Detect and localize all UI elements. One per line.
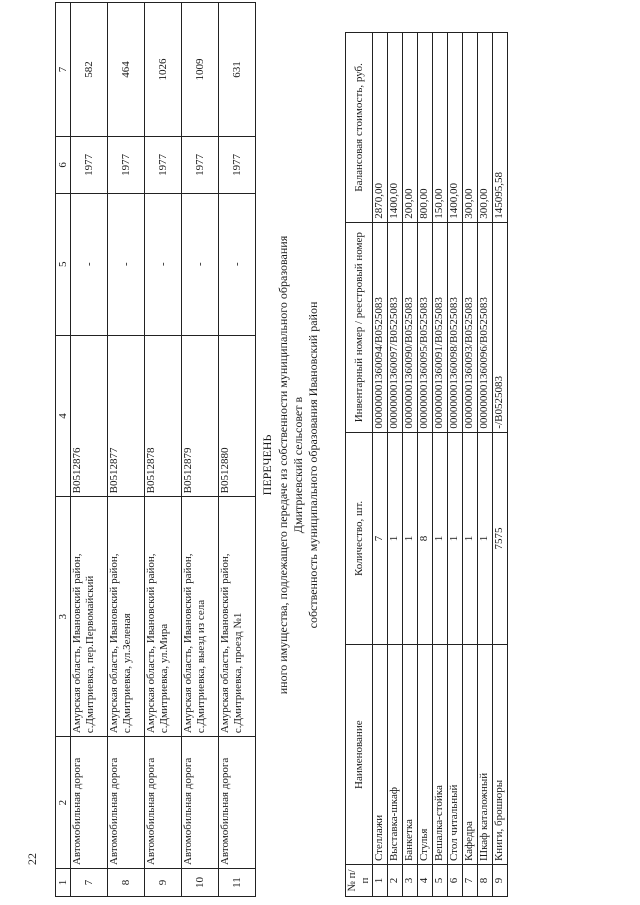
item-cost: 145095,58 [493, 33, 508, 223]
item-name: Шкаф каталожный [478, 645, 493, 865]
item-inventory-number: 000000001360098/В0525083 [448, 222, 463, 432]
subtitle-line: собственность муниципального образования Ивановский район [306, 301, 320, 629]
row-number: 4 [418, 865, 433, 897]
item-inventory-number: 000000001360094/В0525083 [373, 222, 388, 432]
item-cost: 200,00 [403, 33, 418, 223]
year-value: 1977 [182, 136, 219, 193]
item-inventory-number: 000000001360096/В0525083 [478, 222, 493, 432]
item-quantity: 8 [418, 432, 433, 645]
registry-code: В0512878 [145, 335, 182, 497]
page-number: 22 [25, 853, 39, 865]
item-quantity: 7 [373, 432, 388, 645]
registry-code: В0512877 [108, 335, 145, 497]
column-number: 4 [56, 335, 71, 497]
item-quantity: 1 [388, 432, 403, 645]
row-number: 2 [388, 865, 403, 897]
header-balance-cost: Балансовая стоимость, руб. [346, 33, 373, 223]
object-address: Амурская область, Ивановский район, с.Дмитриевка, ул.Зеленая [108, 497, 145, 737]
year-value: 1977 [145, 136, 182, 193]
object-name: Автомобильная дорога [145, 737, 182, 869]
row-number: 9 [493, 865, 508, 897]
column-5-value: - [182, 193, 219, 335]
table-row [493, 33, 508, 897]
column-number: 1 [56, 869, 71, 897]
table-row [219, 3, 256, 897]
object-name: Автомобильная дорога [219, 737, 256, 869]
document-subtitle [276, 205, 321, 725]
header-number: № п/п [346, 865, 373, 897]
row-number: 8 [478, 865, 493, 897]
column-5-value: - [145, 193, 182, 335]
item-name: Стеллажи [373, 645, 388, 865]
table-row [433, 33, 448, 897]
column-number: 6 [56, 136, 71, 193]
column-5-value: - [71, 193, 108, 335]
year-value: 1977 [219, 136, 256, 193]
object-address: Амурская область, Ивановский район, с.Дмитриевка, выезд из села [182, 497, 219, 737]
column-number: 3 [56, 497, 71, 737]
row-number: 5 [433, 865, 448, 897]
year-value: 1977 [71, 136, 108, 193]
header-name: Наименование [346, 645, 373, 865]
item-quantity: 1 [448, 432, 463, 645]
item-inventory-number: 000000001360093/В0525083 [463, 222, 478, 432]
item-name: Книги, брошюры [493, 645, 508, 865]
item-cost: 2870,00 [373, 33, 388, 223]
row-number: 10 [182, 869, 219, 897]
registry-code: В0512876 [71, 335, 108, 497]
column-number: 2 [56, 737, 71, 869]
column-7-value: 464 [108, 3, 145, 137]
column-5-value: - [219, 193, 256, 335]
column-7-value: 582 [71, 3, 108, 137]
row-number: 7 [71, 869, 108, 897]
table-row [373, 33, 388, 897]
column-number: 5 [56, 193, 71, 335]
row-number: 9 [145, 869, 182, 897]
item-cost: 1400,00 [388, 33, 403, 223]
object-name: Автомобильная дорога [71, 737, 108, 869]
item-name: Кафедра [463, 645, 478, 865]
item-cost: 150,00 [433, 33, 448, 223]
column-number: 7 [56, 3, 71, 137]
item-name: Вешалка-стойка [433, 645, 448, 865]
table-header-row [346, 33, 373, 897]
item-quantity: 7575 [493, 432, 508, 645]
column-5-value: - [108, 193, 145, 335]
item-quantity: 1 [463, 432, 478, 645]
registry-code: В0512880 [219, 335, 256, 497]
item-inventory-number: -/В0525083 [493, 222, 508, 432]
row-number: 7 [463, 865, 478, 897]
item-name: Стулья [418, 645, 433, 865]
object-name: Автомобильная дорога [108, 737, 145, 869]
item-inventory-number: 000000001360090/В0525083 [403, 222, 418, 432]
item-name: Стол читальный [448, 645, 463, 865]
registry-code: В0512879 [182, 335, 219, 497]
row-number: 11 [219, 869, 256, 897]
table-row [71, 3, 108, 897]
property-list-table [345, 32, 508, 897]
table-row [108, 3, 145, 897]
item-name: Банкетка [403, 645, 418, 865]
column-7-value: 1026 [145, 3, 182, 137]
item-name: Выставка-шкаф [388, 645, 403, 865]
item-inventory-number: 000000001360095/В0525083 [418, 222, 433, 432]
document-title: ПЕРЕЧЕНЬ [260, 434, 274, 496]
table-row [448, 33, 463, 897]
row-number: 8 [108, 869, 145, 897]
property-table-continued [55, 2, 256, 897]
table-row [403, 33, 418, 897]
year-value: 1977 [108, 136, 145, 193]
item-quantity: 1 [433, 432, 448, 645]
object-address: Амурская область, Ивановский район, с.Дмитриевка, проезд №1 [219, 497, 256, 737]
object-name: Автомобильная дорога [182, 737, 219, 869]
table-row [182, 3, 219, 897]
table-header-row [56, 3, 71, 897]
header-quantity: Количество, шт. [346, 432, 373, 645]
item-cost: 1400,00 [448, 33, 463, 223]
item-inventory-number: 000000001360097/В0525083 [388, 222, 403, 432]
row-number: 6 [448, 865, 463, 897]
object-address: Амурская область, Ивановский район, с.Дмитриевка, пер.Первомайский [71, 497, 108, 737]
item-quantity: 1 [403, 432, 418, 645]
header-inventory-number: Инвентарный номер / реестровый номер [346, 222, 373, 432]
table-row [478, 33, 493, 897]
item-inventory-number: 000000001360091/В0525083 [433, 222, 448, 432]
column-7-value: 1009 [182, 3, 219, 137]
table-row [463, 33, 478, 897]
column-7-value: 631 [219, 3, 256, 137]
object-address: Амурская область, Ивановский район, с.Дмитриевка, ул.Мира [145, 497, 182, 737]
table-row [145, 3, 182, 897]
item-cost: 800,00 [418, 33, 433, 223]
table-row [388, 33, 403, 897]
row-number: 1 [373, 865, 388, 897]
item-quantity: 1 [478, 432, 493, 645]
item-cost: 300,00 [478, 33, 493, 223]
table-row [418, 33, 433, 897]
row-number: 3 [403, 865, 418, 897]
subtitle-line: иного имущества, подлежащего передаче из собственности муниципального образования Дмитриевский сельсовет в [276, 235, 305, 695]
item-cost: 300,00 [463, 33, 478, 223]
